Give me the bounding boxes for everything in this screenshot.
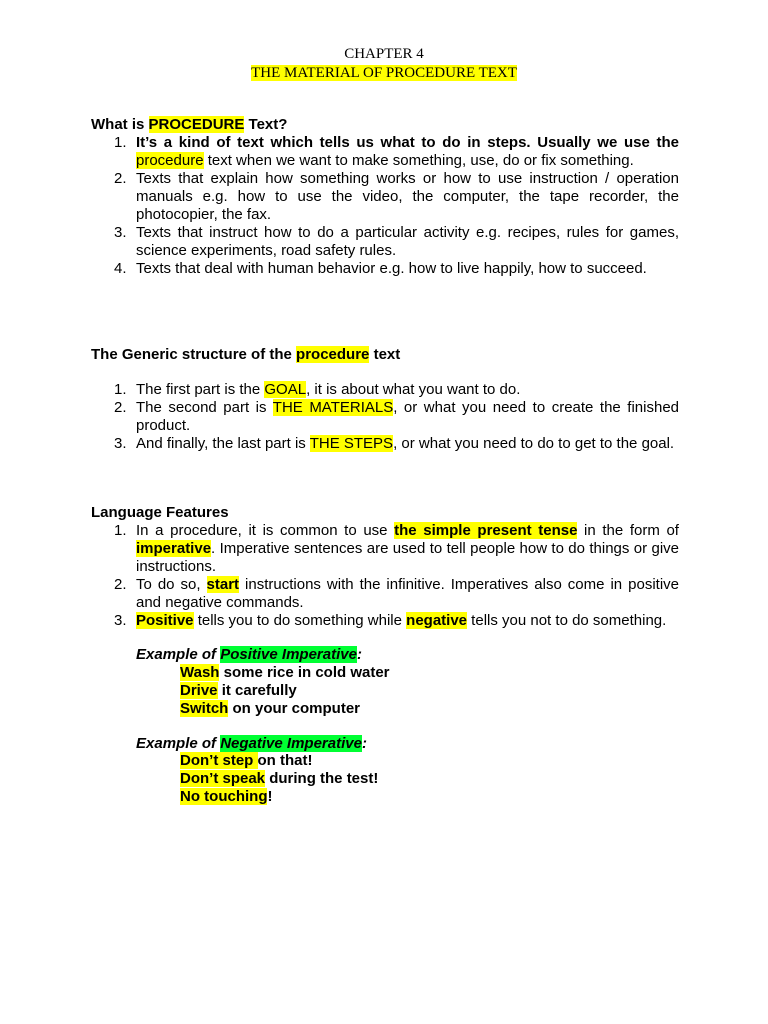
list-text: , or what you need to create the finished product.: [136, 399, 680, 434]
list-number: 2.: [114, 576, 127, 593]
positive-example-2: [180, 682, 297, 700]
negative-example-3: [180, 788, 272, 806]
example-title-text: Example of: [136, 735, 221, 752]
list-text: , it is about what you want to do.: [306, 381, 521, 398]
example-text: some rice in cold water: [219, 664, 390, 681]
list-text: in the form of: [577, 522, 679, 539]
highlight: imperative: [136, 540, 212, 557]
highlight: procedure: [136, 152, 204, 169]
list-number: 1.: [114, 381, 127, 398]
highlight: negative: [406, 612, 468, 629]
list-item: [91, 260, 679, 278]
highlight: Don’t step: [180, 752, 258, 769]
highlight: Switch: [180, 700, 229, 717]
positive-example-title: [136, 646, 362, 664]
list-number: 2.: [114, 170, 127, 187]
highlight: GOAL: [264, 381, 307, 398]
list-text: Texts that explain how something works or how to use instruction / operation manuals e.g. how to use the video, the computer, the tape recorder, the photocopier, the fax.: [136, 170, 679, 223]
chapter-label: CHAPTER 4: [344, 46, 424, 62]
list-number: 4.: [114, 260, 127, 277]
highlight: Positive: [136, 612, 194, 629]
list-text: tells you not to do something.: [467, 612, 667, 629]
list-number: 1.: [114, 522, 127, 539]
highlight: THE MATERIALS: [272, 399, 394, 416]
list-item: [91, 399, 679, 435]
list-text: The first part is the: [136, 381, 265, 398]
example-text: during the test!: [265, 770, 379, 787]
heading-text: Text?: [244, 116, 288, 133]
list-text: . Imperative sentences are used to tell people how to do things or give instructions.: [136, 540, 679, 575]
language-list: [91, 522, 679, 630]
example-text: on that!: [257, 752, 313, 769]
chapter-title-highlight: THE MATERIAL OF PROCEDURE TEXT: [251, 65, 517, 81]
list-number: 1.: [114, 134, 127, 151]
list-item: [91, 381, 679, 399]
list-number: 3.: [114, 435, 127, 452]
list-item: [91, 224, 679, 260]
heading-text: text: [369, 346, 401, 363]
list-item: [91, 435, 679, 453]
highlight: start: [206, 576, 240, 593]
highlight: THE STEPS: [309, 435, 394, 452]
heading-highlight: PROCEDURE: [148, 116, 245, 133]
highlight: the simple present tense: [394, 522, 578, 539]
section-heading-what: [91, 116, 287, 134]
structure-list: [91, 381, 679, 453]
list-item: [91, 612, 679, 630]
negative-example-2: [180, 770, 378, 788]
highlight: No touching: [180, 788, 268, 805]
list-text: Texts that deal with human behavior e.g. how to live happily, how to succeed.: [136, 260, 647, 277]
negative-example-title: [136, 735, 367, 753]
highlight: Don’t speak: [180, 770, 266, 787]
list-text: And finally, the last part is: [136, 435, 310, 452]
chapter-title: [0, 64, 768, 82]
what-list: [91, 134, 679, 278]
positive-example-1: [180, 664, 390, 682]
heading-text: The Generic structure of the: [91, 346, 297, 363]
example-text: !: [267, 788, 273, 805]
list-item: [91, 522, 679, 576]
list-text: instructions with the infinitive. Imperatives also come in positive and negative commands.: [136, 576, 680, 611]
example-title-text: :: [361, 735, 367, 752]
list-number: 3.: [114, 612, 127, 629]
section-heading-structure: [91, 346, 400, 364]
list-item: [91, 170, 679, 224]
list-item: [91, 134, 679, 170]
example-title-text: :: [356, 646, 362, 663]
green-highlight: Positive Imperative: [220, 646, 357, 663]
section-heading-language: Language Features: [91, 504, 229, 521]
list-text: In a procedure, it is common to use: [136, 522, 395, 539]
negative-example-1: [180, 752, 312, 770]
example-text: on your computer: [228, 700, 361, 717]
list-number: 3.: [114, 224, 127, 241]
example-title-text: Example of: [136, 646, 221, 663]
green-highlight: Negative Imperative: [220, 735, 362, 752]
list-text: Texts that instruct how to do a particular activity e.g. recipes, rules for games, science experiments, road safety rules.: [136, 224, 679, 259]
heading-text: What is: [91, 116, 149, 133]
highlight: Wash: [180, 664, 220, 681]
list-text-bold: It’s a kind of text which tells us what to do in steps. Usually we use the: [136, 134, 679, 151]
list-text: tells you to do something while: [193, 612, 407, 629]
list-text: The second part is: [136, 399, 273, 416]
list-text: text when we want to make something, use, do or fix something.: [203, 152, 634, 169]
heading-highlight: procedure: [296, 346, 370, 363]
positive-example-3: [180, 700, 360, 718]
highlight: Drive: [180, 682, 218, 699]
list-text: To do so,: [136, 576, 207, 593]
list-item: [91, 576, 679, 612]
list-text: , or what you need to do to get to the goal.: [393, 435, 675, 452]
example-text: it carefully: [217, 682, 297, 699]
list-number: 2.: [114, 399, 127, 416]
